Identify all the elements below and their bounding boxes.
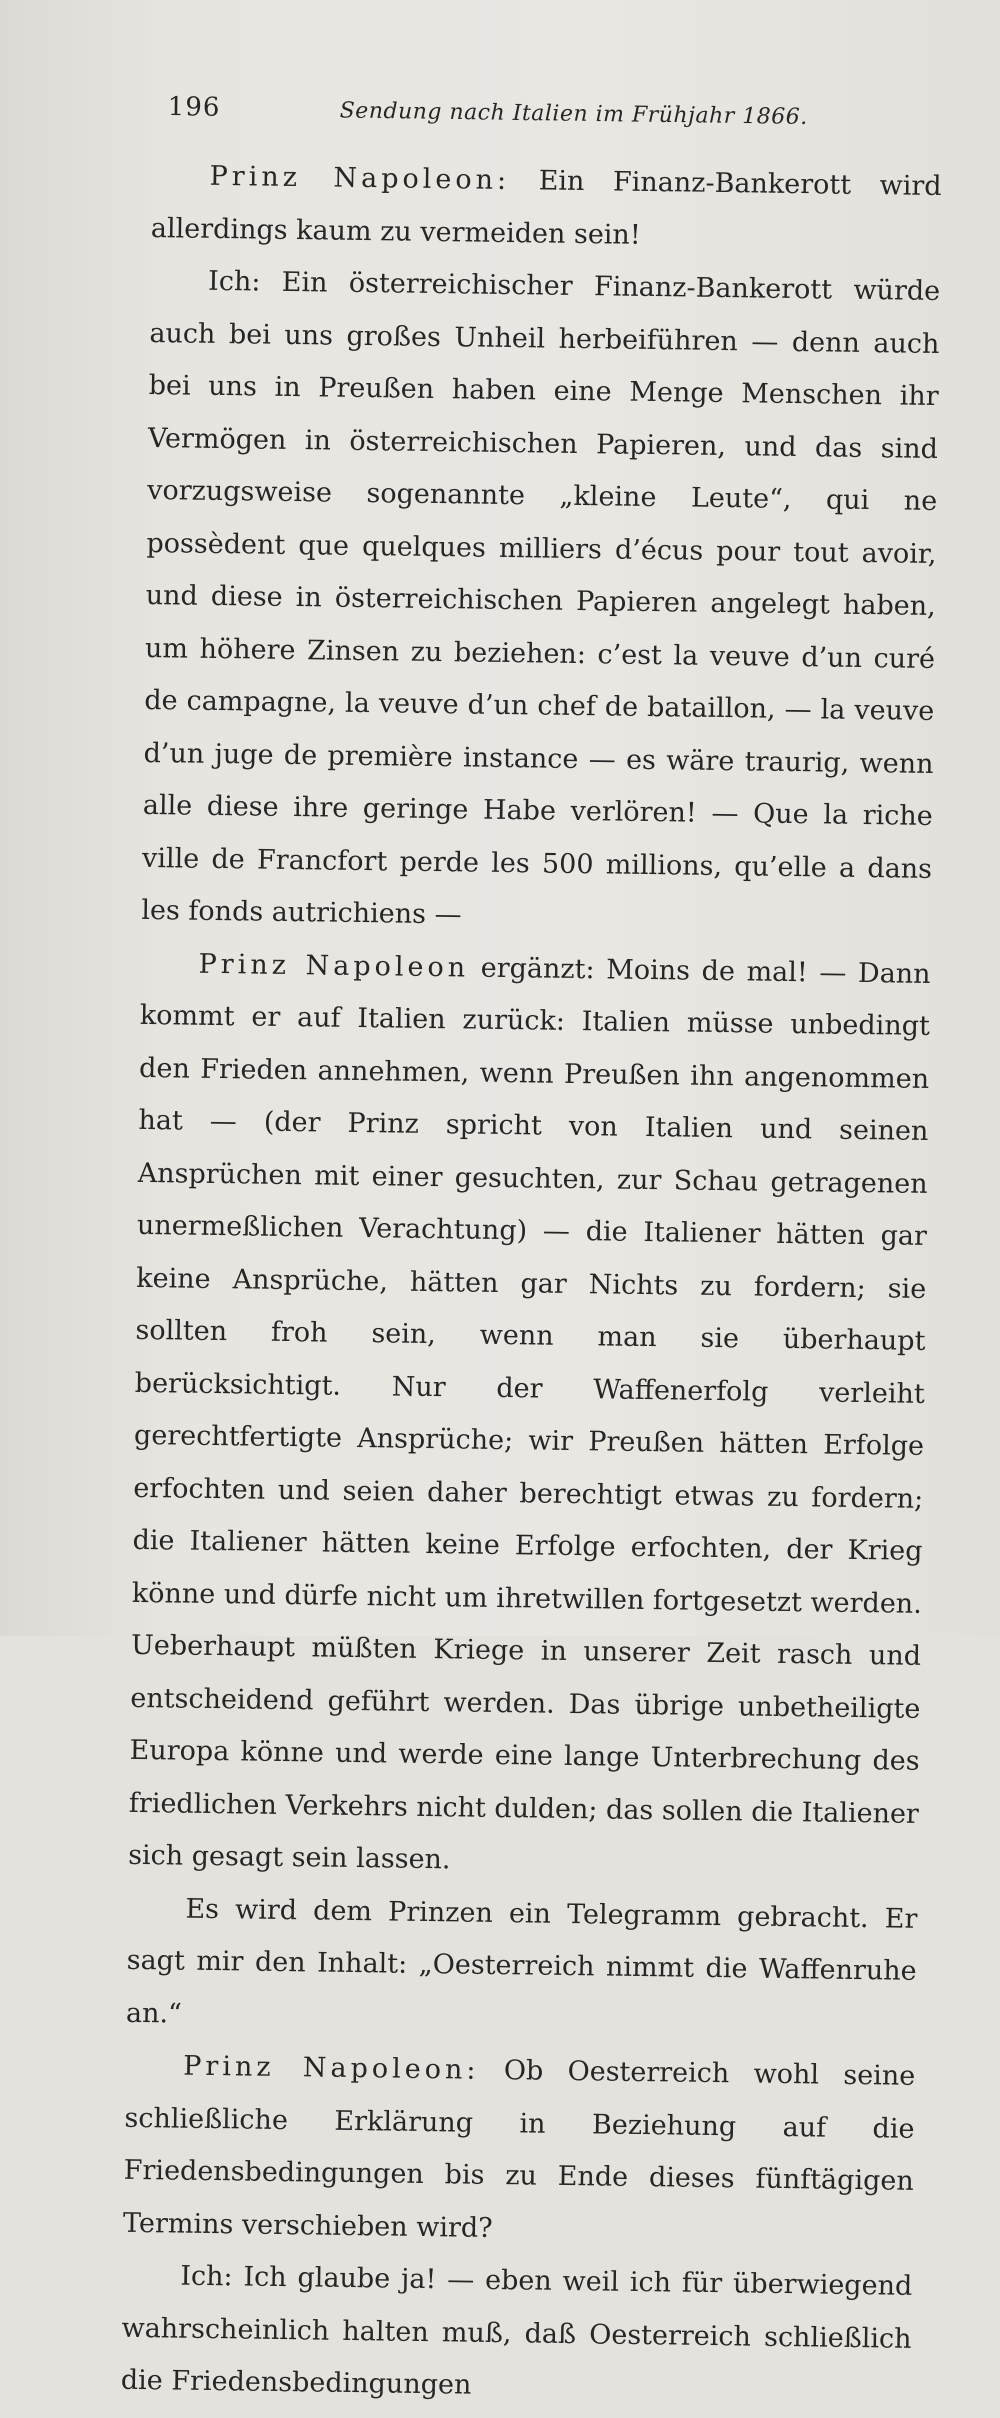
paragraph <box>151 150 942 266</box>
speaker-label: Prinz Napoleon <box>198 948 469 983</box>
running-head <box>168 92 808 131</box>
paragraph-text: Ich glaube ja! — eben weil ich für überwiegend wahrscheinlich halten muß, daß Oesterreich schließlich die Friedensbedingungen <box>121 2261 913 2400</box>
speaker-label: Prinz Napoleon: <box>209 161 510 196</box>
running-title: Sendung nach Italien im Frühjahr 1866. <box>340 98 808 130</box>
paragraph <box>126 1882 918 2051</box>
paragraph-text: Ob Oesterreich wohl seine schließliche Erklärung in Beziehung auf die Friedensbedingungen bis zu Ende dieses fünftägigen Termins verschieben wird? <box>123 2055 916 2244</box>
paragraph-text: Ein österreichischer Finanz-Bankerott würde auch bei uns großes Unheil herbeiführen — denn auch bei uns in Preußen haben eine Menge Menschen ihr Vermögen in österreichischen Papieren, und das sind vorzugsweise sogenannte „kleine Leute“, qui ne possèdent que quelques milliers d’écus pour tout avoir, und diese in österreichischen Papieren angelegt haben, um höhere Zinsen zu beziehen: c’est la veuve d’un curé de campagne, la veuve d’un chef de bataillon, — la veuve d’un juge de première instance — es wäre traurig, wenn alle diese ihre geringe Habe verlören! — Que la riche ville de Francfort perde les 500 millions, qu’elle a dans les fonds autrichiens — <box>141 267 940 931</box>
body-text <box>120 150 941 2418</box>
speaker-label: Prinz Napoleon: <box>183 2051 480 2086</box>
paragraph <box>128 937 931 1893</box>
paragraph-text: ergänzt: Moins de mal! — Dann kommt er auf Italien zurück: Italien müsse unbedingt den Frieden annehmen, wenn Preußen ihn angenommen hat — (der Prinz spricht von Italien und seinen Ansprüchen mit einer gesuchten, zur Schau getragenen unermeßlichen Verachtung) — die Italiener hätten gar keine Ansprüche, hätten gar Nichts zu fordern; sie sollten froh sein, wenn man sie überhaupt berücksichtigt. Nur der Waffenerfolg verleiht gerechtfertigte Ansprüche; wir Preußen hätten Erfolge erfochten und seien daher berechtigt etwas zu fordern; die Italiener hätten keine Erfolge erfochten, der Krieg könne und dürfe nicht um ihretwillen fortgesetzt werden. Ueberhaupt müßten Kriege in unserer Zeit rasch und entscheidend geführt werden. Das übrige unbetheiligte Europa könne und werde eine lange Unterbrechung des friedlichen Verkehrs nicht dulden; das sollen die Italiener sich gesagt sein lassen. <box>128 952 931 1875</box>
speaker-label: Ich: <box>180 2261 233 2293</box>
paragraph-text: Ein Finanz-Bankerott wird allerdings kaum zu vermeiden sein! <box>151 165 942 250</box>
paragraph <box>120 2250 912 2418</box>
paragraph <box>141 255 940 948</box>
page-number: 196 <box>168 92 221 123</box>
paragraph <box>123 2040 916 2261</box>
speaker-label: Ich: <box>208 266 261 298</box>
paragraph-text: Es wird dem Prinzen ein Telegramm gebracht. Er sagt mir den Inhalt: „Oesterreich nimmt die Waffenruhe an.“ <box>126 1893 918 2029</box>
